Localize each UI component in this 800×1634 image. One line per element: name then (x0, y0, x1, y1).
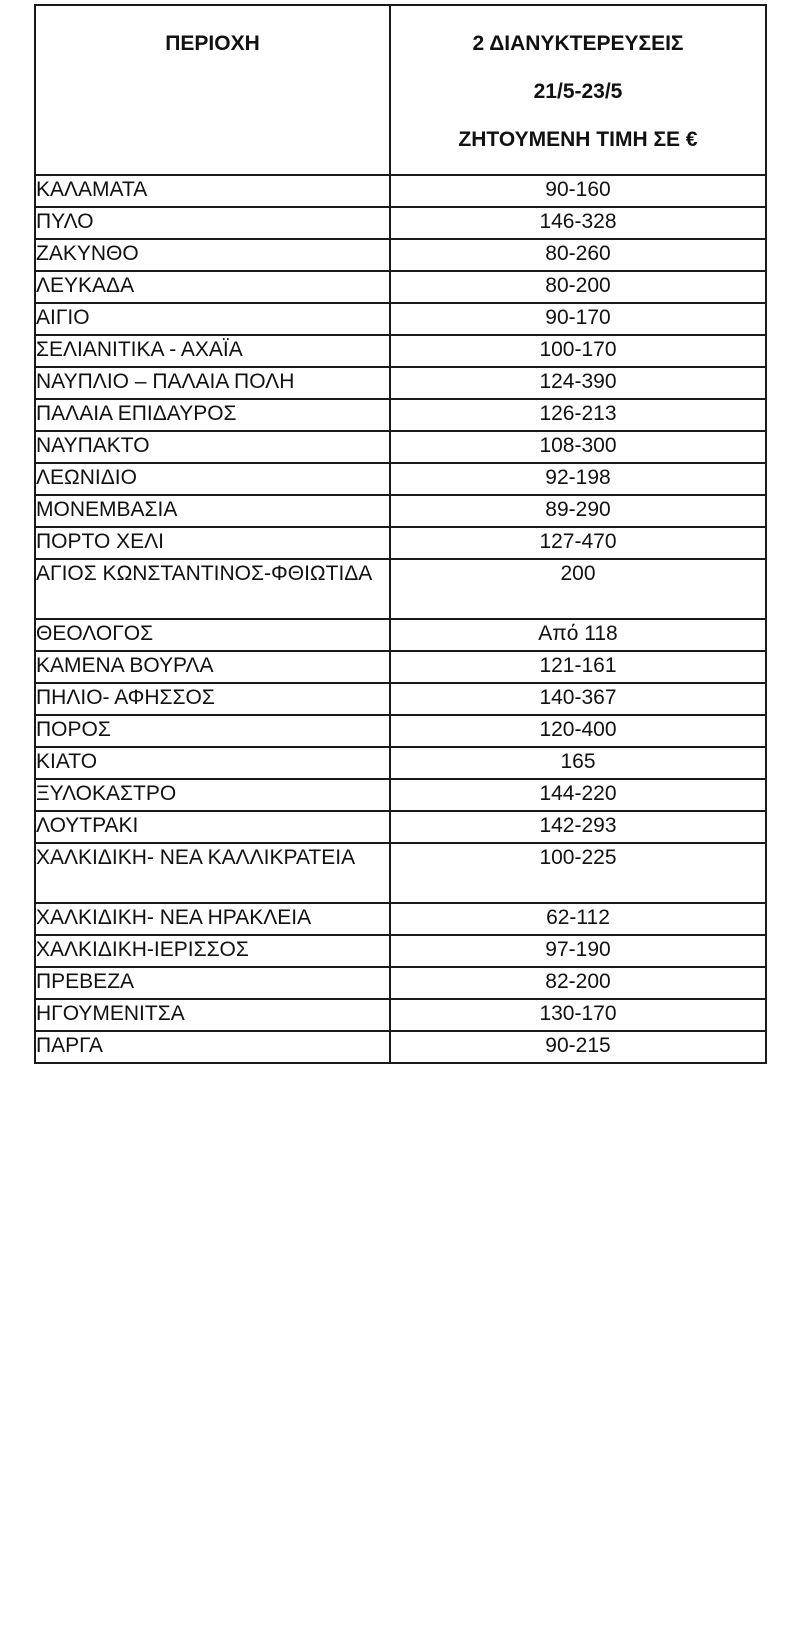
table-row (35, 779, 766, 811)
price-cell: 80-200 (390, 271, 766, 303)
region-cell: ΞΥΛΟΚΑΣΤΡΟ (35, 779, 390, 811)
table-row (35, 271, 766, 303)
region-cell: ΧΑΛΚΙΔΙΚΗ-ΙΕΡΙΣΣΟΣ (35, 935, 390, 967)
table-row (35, 175, 766, 207)
table-row (35, 683, 766, 715)
price-cell: 127-470 (390, 527, 766, 559)
header-price (390, 5, 766, 175)
region-cell: ΝΑΥΠΑΚΤΟ (35, 431, 390, 463)
region-cell: ΘΕΟΛΟΓΟΣ (35, 619, 390, 651)
table-row (35, 903, 766, 935)
region-cell: ΠΥΛΟ (35, 207, 390, 239)
table-row (35, 967, 766, 999)
price-cell: 90-170 (390, 303, 766, 335)
header-region (35, 5, 390, 175)
region-cell: ΛΕΥΚΑΔΑ (35, 271, 390, 303)
price-cell: 89-290 (390, 495, 766, 527)
table-row (35, 335, 766, 367)
region-cell: ΠΗΛΙΟ- ΑΦΗΣΣΟΣ (35, 683, 390, 715)
table-row (35, 303, 766, 335)
price-cell: 90-160 (390, 175, 766, 207)
header-region-label: ΠΕΡΙΟΧΗ (165, 32, 260, 55)
region-cell: ΗΓΟΥΜΕΝΙΤΣΑ (35, 999, 390, 1031)
region-cell: ΝΑΥΠΛΙΟ – ΠΑΛΑΙΑ ΠΟΛΗ (35, 367, 390, 399)
price-cell: 144-220 (390, 779, 766, 811)
price-cell: 62-112 (390, 903, 766, 935)
region-cell: ΠΟΡΤΟ ΧΕΛΙ (35, 527, 390, 559)
header-price-line: 2 ΔΙΑΝΥΚΤΕΡΕΥΣΕΙΣ (472, 32, 684, 55)
region-cell: ΚΑΛΑΜΑΤΑ (35, 175, 390, 207)
table-row (35, 463, 766, 495)
table-row (35, 651, 766, 683)
region-cell: ΠΑΛΑΙΑ ΕΠΙΔΑΥΡΟΣ (35, 399, 390, 431)
region-cell: ΚΑΜΕΝΑ ΒΟΥΡΛΑ (35, 651, 390, 683)
table-row (35, 399, 766, 431)
table-row (35, 999, 766, 1031)
table-row (35, 207, 766, 239)
price-cell: 121-161 (390, 651, 766, 683)
price-table (34, 4, 767, 1064)
table-row (35, 715, 766, 747)
table-row (35, 1031, 766, 1063)
price-cell: 130-170 (390, 999, 766, 1031)
table-row (35, 619, 766, 651)
table-row (35, 367, 766, 399)
table-row (35, 495, 766, 527)
header-price-line: 21/5-23/5 (533, 80, 623, 103)
table-row (35, 431, 766, 463)
price-cell: Από 118 (390, 619, 766, 651)
table-header-row (35, 5, 766, 175)
region-cell: ΚΙΑΤΟ (35, 747, 390, 779)
price-cell: 82-200 (390, 967, 766, 999)
region-cell: ΛΟΥΤΡΑΚΙ (35, 811, 390, 843)
region-cell: ΠΡΕΒΕΖΑ (35, 967, 390, 999)
price-cell: 146-328 (390, 207, 766, 239)
header-price-line: ΖΗΤΟΥΜΕΝΗ ΤΙΜΗ ΣΕ € (458, 128, 698, 151)
price-cell: 142-293 (390, 811, 766, 843)
price-cell: 80-260 (390, 239, 766, 271)
table-row (35, 935, 766, 967)
price-cell: 120-400 (390, 715, 766, 747)
region-cell: ΠΟΡΟΣ (35, 715, 390, 747)
price-cell: 126-213 (390, 399, 766, 431)
table-row (35, 527, 766, 559)
price-cell: 100-170 (390, 335, 766, 367)
price-cell: 140-367 (390, 683, 766, 715)
region-cell: ΑΓΙΟΣ ΚΩΝΣΤΑΝΤΙΝΟΣ-ΦΘΙΩΤΙΔΑ (35, 559, 390, 619)
region-cell: ΧΑΛΚΙΔΙΚΗ- ΝΕΑ ΗΡΑΚΛΕΙΑ (35, 903, 390, 935)
price-cell: 200 (390, 559, 766, 619)
region-cell: ΣΕΛΙΑΝΙΤΙΚΑ - ΑΧΑΪΑ (35, 335, 390, 367)
table-row (35, 843, 766, 903)
table-row (35, 747, 766, 779)
price-cell: 108-300 (390, 431, 766, 463)
price-cell: 97-190 (390, 935, 766, 967)
price-cell: 90-215 (390, 1031, 766, 1063)
region-cell: ΑΙΓΙΟ (35, 303, 390, 335)
price-cell: 165 (390, 747, 766, 779)
region-cell: ΖΑΚΥΝΘΟ (35, 239, 390, 271)
region-cell: ΠΑΡΓΑ (35, 1031, 390, 1063)
region-cell: ΧΑΛΚΙΔΙΚΗ- ΝΕΑ ΚΑΛΛΙΚΡΑΤΕΙΑ (35, 843, 390, 903)
region-cell: ΛΕΩΝΙΔΙΟ (35, 463, 390, 495)
price-cell: 124-390 (390, 367, 766, 399)
price-cell: 100-225 (390, 843, 766, 903)
price-cell: 92-198 (390, 463, 766, 495)
region-cell: ΜΟΝΕΜΒΑΣΙΑ (35, 495, 390, 527)
table-row (35, 559, 766, 619)
table-row (35, 239, 766, 271)
table-row (35, 811, 766, 843)
